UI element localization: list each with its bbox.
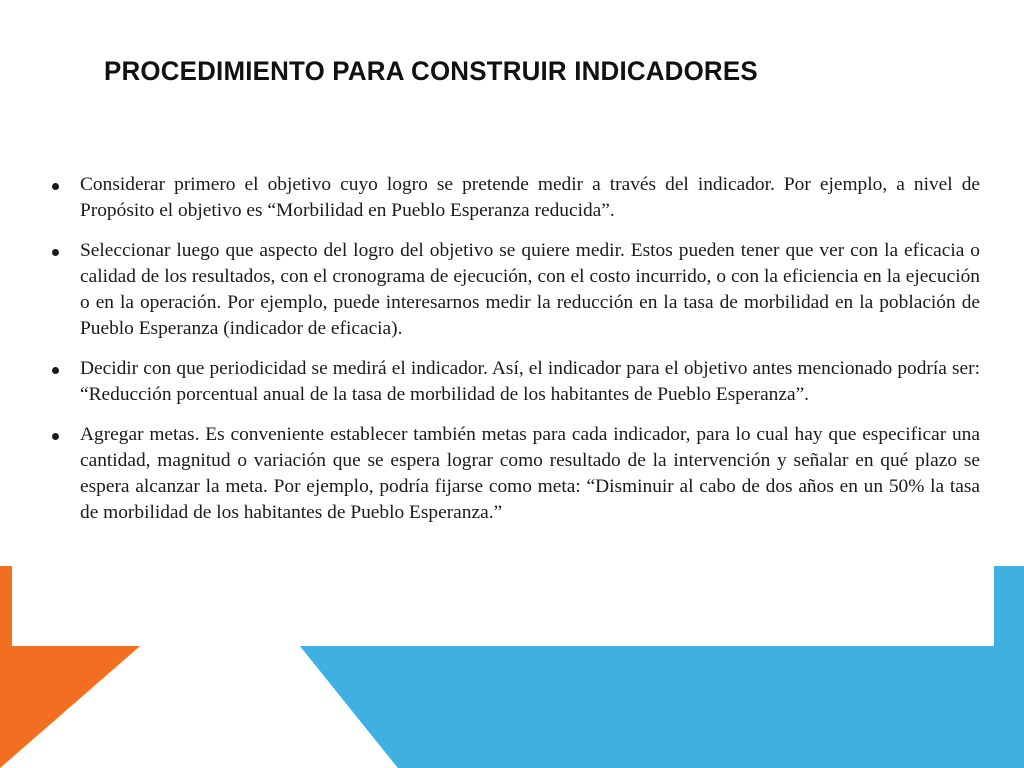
bullet-text: Agregar metas. Es conveniente establecer también metas para cada indicador, para lo cual hay que especificar una cantidad, magnitud o variación que se espera lograr como resultado de la intervención y señalar en qué plazo se espera alcanzar la meta. Por ejemplo, podría fijarse como meta: “Disminuir al cabo de dos años en un 50% la tasa de morbilidad de los habitantes de Pueblo Esperanza.” (80, 424, 980, 523)
bullet-item-goals (50, 422, 980, 526)
bullet-list (50, 172, 980, 526)
bullet-text: Seleccionar luego que aspecto del logro del objetivo se quiere medir. Estos pueden tener que ver con la eficacia o calidad de los resultados, con el cronograma de ejecución, con el costo incurrido, o con la eficiencia en la ejecución o en la operación. Por ejemplo, puede interesarnos medir la reducción en la tasa de morbilidad en la población de Pueblo Esperanza (indicador de eficacia). (80, 240, 980, 339)
bullet-item-aspect (50, 238, 980, 342)
bullet-item-objective (50, 172, 980, 224)
bullet-text: Considerar primero el objetivo cuyo logro se pretende medir a través del indicador. Por ejemplo, a nivel de Propósito el objetivo es “Morbilidad en Pueblo Esperanza reducida”. (80, 174, 980, 221)
bullet-dot-icon (52, 367, 59, 374)
bullet-dot-icon (52, 183, 59, 190)
slide-title: PROCEDIMIENTO PARA CONSTRUIR INDICADORES (104, 56, 758, 86)
bullet-dot-icon (52, 433, 59, 440)
bullet-text: Decidir con que periodicidad se medirá el indicador. Así, el indicador para el objetivo antes mencionado podría ser: “Reducción porcentual anual de la tasa de morbilidad de los habitantes de Pueblo Esperanza”. (80, 358, 980, 405)
bullet-item-periodicity (50, 356, 980, 408)
bullet-dot-icon (52, 249, 59, 256)
content-box (12, 160, 994, 646)
